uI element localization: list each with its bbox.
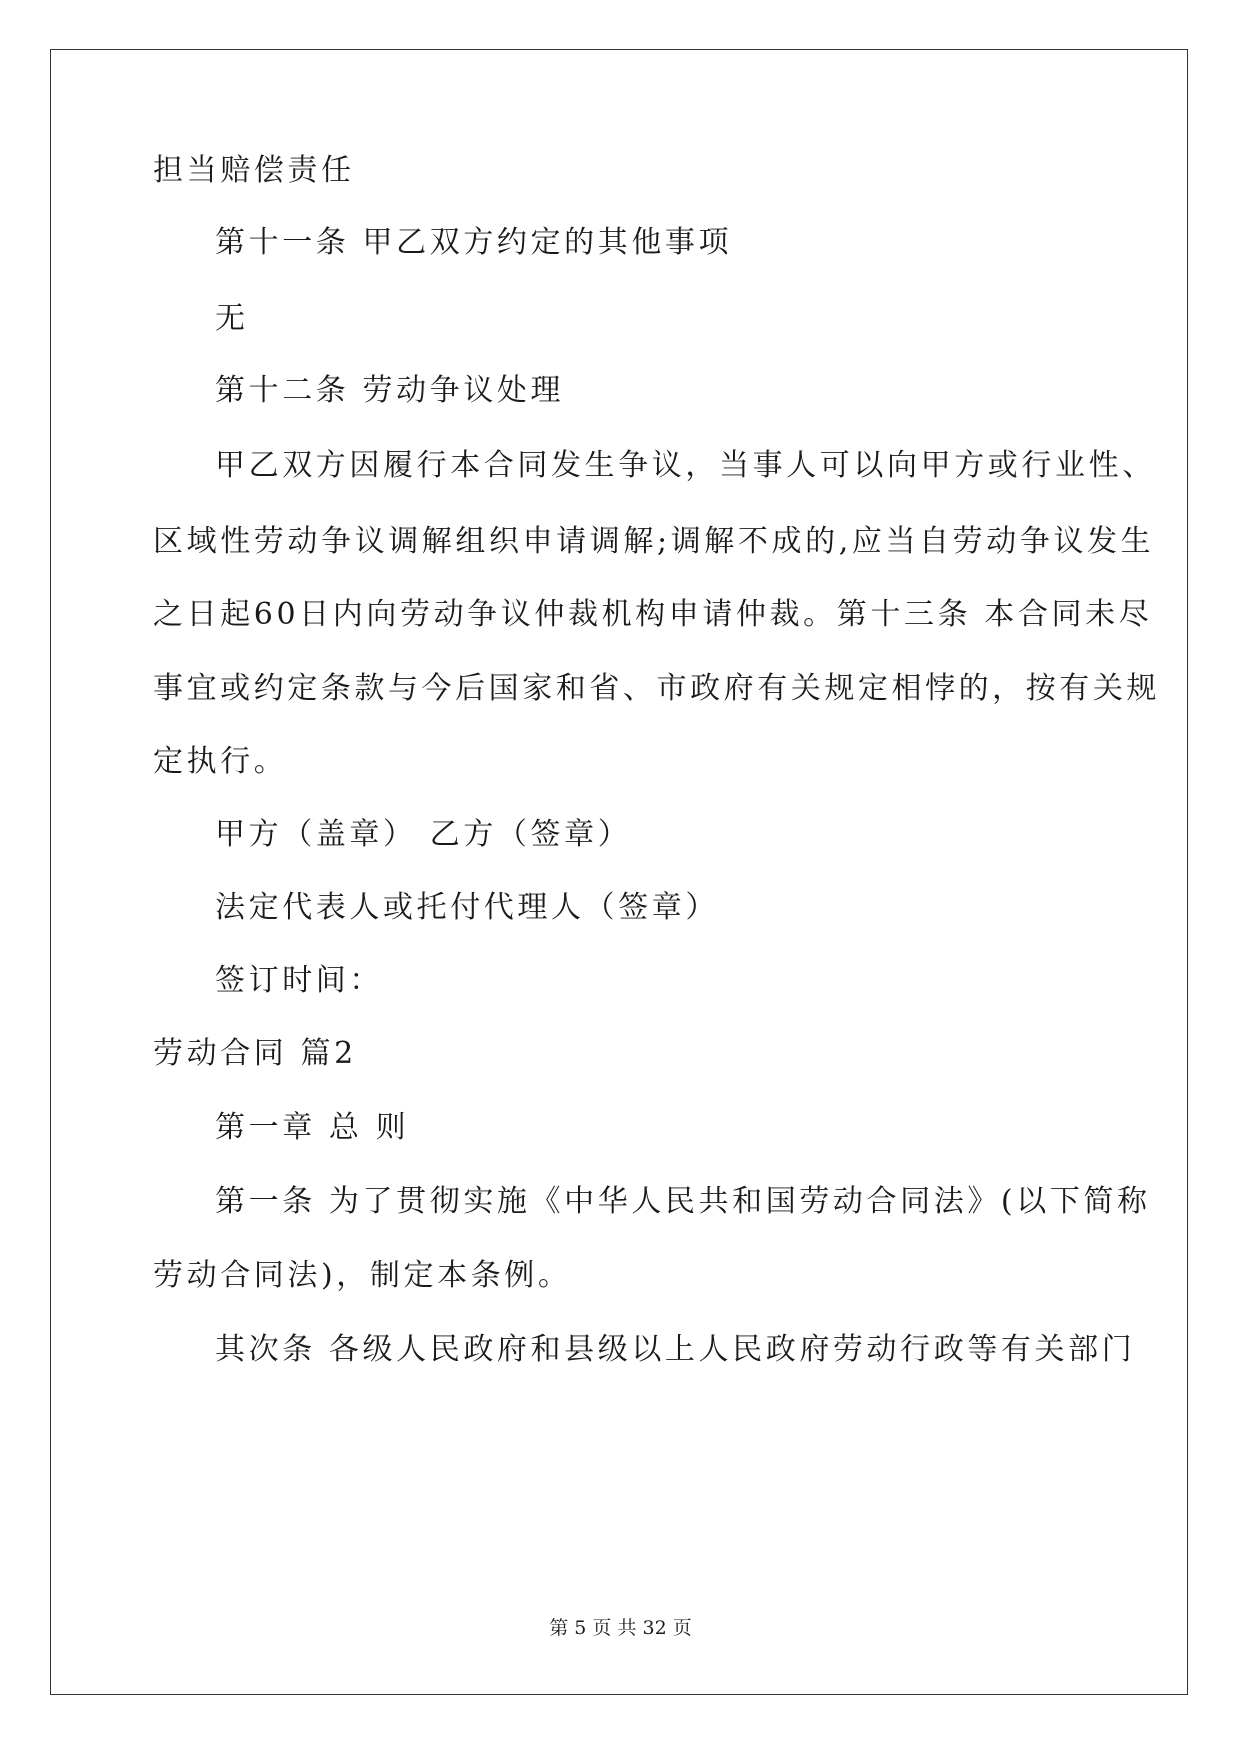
text-line: 无	[215, 301, 249, 336]
paragraph-line: 甲乙双方因履行本合同发生争议，当事人可以向甲方或行业性、	[215, 448, 1156, 483]
page-number-footer: 第 5 页 共 32 页	[549, 1617, 692, 1639]
paragraph-line: 区域性劳动争议调解组织申请调解;调解不成的,应当自劳动争议发生	[153, 524, 1155, 559]
signature-line: 法定代表人或托付代理人（签章）	[215, 890, 719, 925]
page-border	[50, 49, 1188, 1695]
paragraph-line: 其次条 各级人民政府和县级以上人民政府劳动行政等有关部门	[215, 1332, 1136, 1367]
article-heading: 第十一条 甲乙双方约定的其他事项	[215, 225, 733, 260]
text-line: 担当赔偿责任	[153, 153, 355, 188]
signing-date-line: 签订时间：	[215, 963, 383, 998]
signature-line: 甲方（盖章） 乙方（签章）	[215, 817, 632, 852]
paragraph-line: 之日起60日内向劳动争议仲裁机构申请仲裁。第十三条 本合同未尽	[153, 597, 1153, 632]
paragraph-line: 定执行。	[153, 744, 288, 779]
paragraph-line: 事宜或约定条款与今后国家和省、市政府有关规定相悖的，按有关规	[153, 671, 1160, 706]
section-title: 劳动合同 篇2	[153, 1036, 357, 1071]
paragraph-line: 劳动合同法)，制定本条例。	[153, 1258, 572, 1293]
chapter-heading: 第一章 总 则	[215, 1110, 410, 1145]
paragraph-line: 第一条 为了贯彻实施《中华人民共和国劳动合同法》(以下简称	[215, 1184, 1151, 1219]
article-heading: 第十二条 劳动争议处理	[215, 373, 565, 408]
